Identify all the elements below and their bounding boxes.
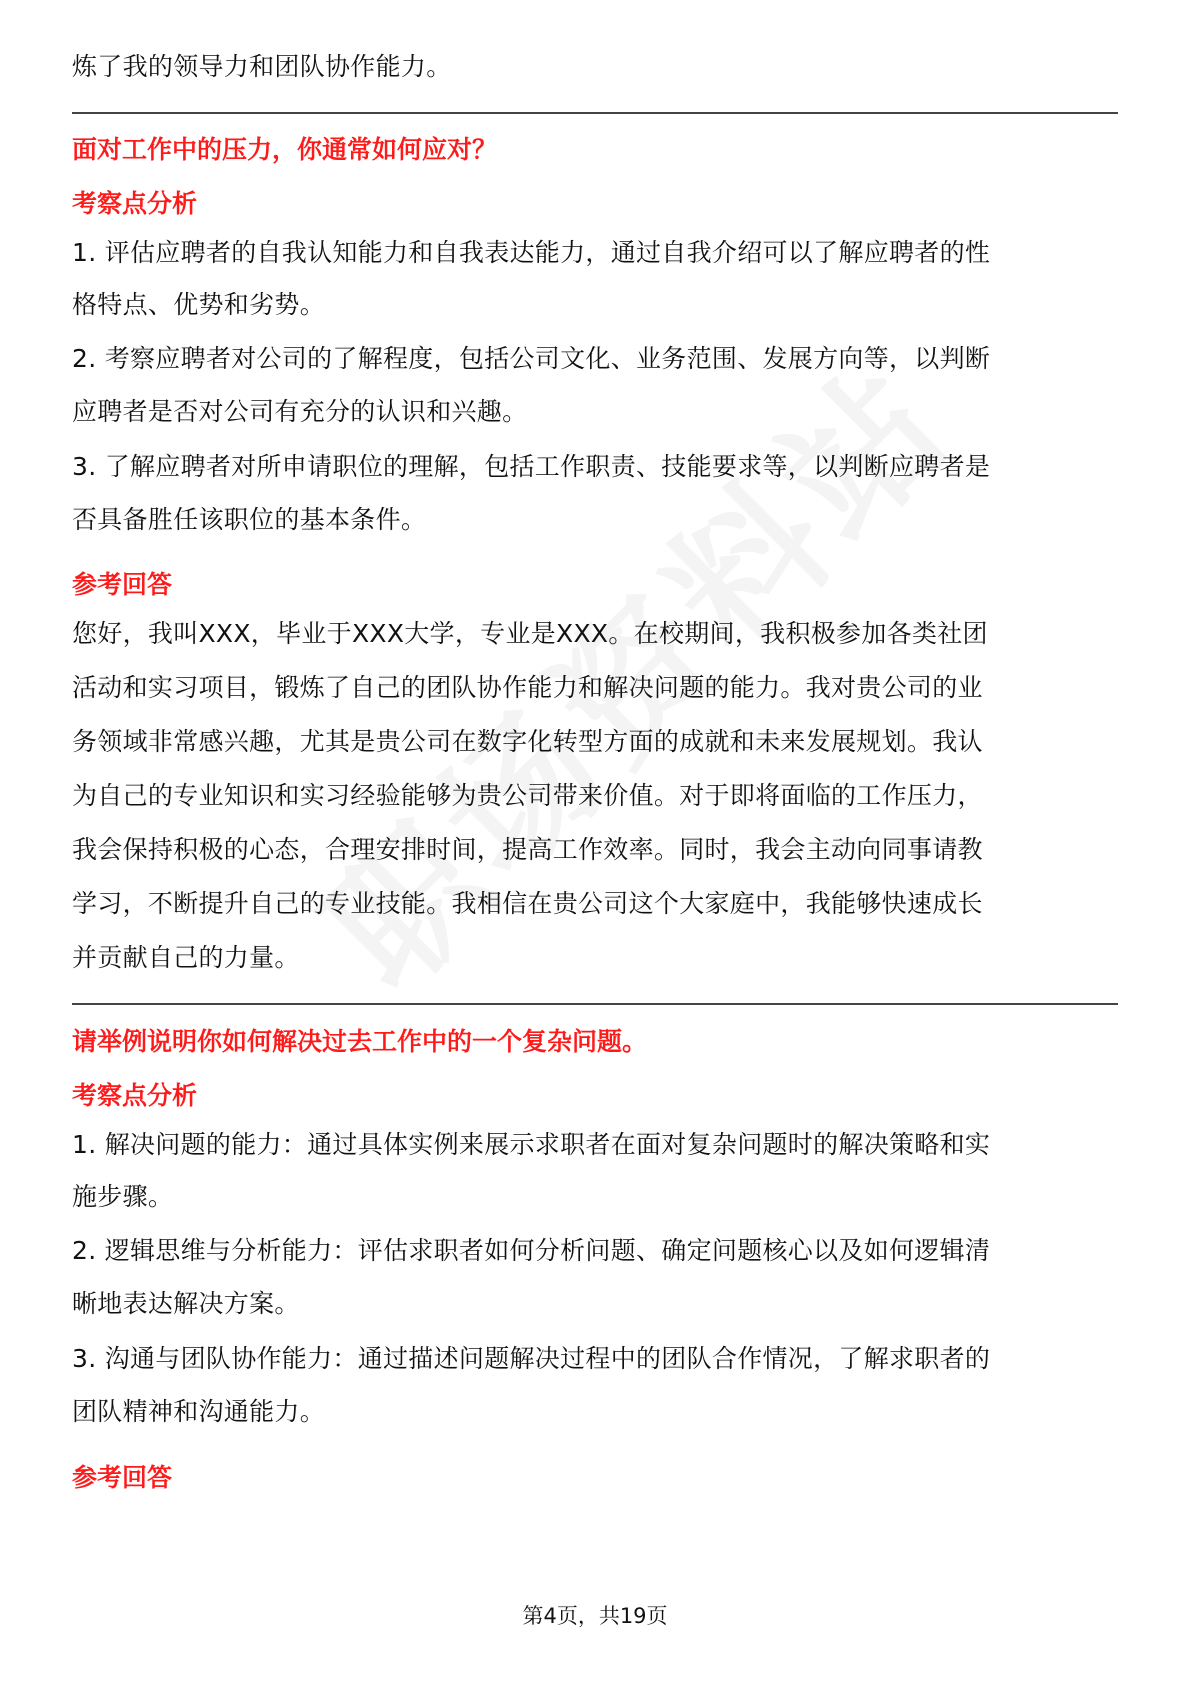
question-2-analysis-item-3-line-1: 3. 沟通与团队协作能力：通过描述问题解决过程中的团队合作情况，了解求职者的 xyxy=(72,1344,991,1373)
question-1-analysis-item-1-line-1: 1. 评估应聘者的自我认知能力和自我表达能力，通过自我介绍可以了解应聘者的性 xyxy=(72,238,991,267)
answer-1-line-5: 我会保持积极的心态，合理安排时间，提高工作效率。同时，我会主动向同事请教 xyxy=(72,835,983,864)
question-1-analysis-item-2-line-1: 2. 考察应聘者对公司的了解程度，包括公司文化、业务范围、发展方向等，以判断 xyxy=(72,344,991,373)
question-1-analysis-item-1-line-2: 格特点、优势和劣势。 xyxy=(72,290,326,319)
question-2-analysis-item-1-line-1: 1. 解决问题的能力：通过具体实例来展示求职者在面对复杂问题时的解决策略和实 xyxy=(72,1130,991,1159)
question-1-analysis-item-3-line-2: 否具备胜任该职位的基本条件。 xyxy=(72,505,427,534)
question-1-analysis-item-2-line-2: 应聘者是否对公司有充分的认识和兴趣。 xyxy=(72,397,528,426)
answer-1-line-2: 活动和实习项目，锻炼了自己的团队协作能力和解决问题的能力。我对贵公司的业 xyxy=(72,673,983,702)
question-2-analysis-item-1-line-2: 施步骤。 xyxy=(72,1182,174,1211)
answer-1-line-4: 为自己的专业知识和实习经验能够为贵公司带来价值。对于即将面临的工作压力， xyxy=(72,781,983,810)
question-2-analysis-item-2-line-2: 晰地表达解决方案。 xyxy=(72,1289,300,1318)
question-1-analysis-item-3-line-1: 3. 了解应聘者对所申请职位的理解，包括工作职责、技能要求等，以判断应聘者是 xyxy=(72,452,991,481)
question-2-analysis-item-2-line-1: 2. 逻辑思维与分析能力：评估求职者如何分析问题、确定问题核心以及如何逻辑清 xyxy=(72,1236,991,1265)
section-divider xyxy=(72,1003,1118,1005)
question-1-analysis-label: 考察点分析 xyxy=(72,189,198,218)
question-1-answer-label: 参考回答 xyxy=(72,570,173,599)
answer-1-line-1: 您好，我叫XXX，毕业于XXX大学，专业是XXX。在校期间，我积极参加各类社团 xyxy=(72,619,988,648)
answer-1-line-3: 务领域非常感兴趣，尤其是贵公司在数字化转型方面的成就和未来发展规划。我认 xyxy=(72,727,983,756)
section-divider xyxy=(72,112,1118,114)
question-2-answer-label: 参考回答 xyxy=(72,1463,173,1492)
question-2-analysis-item-3-line-2: 团队精神和沟通能力。 xyxy=(72,1397,326,1426)
question-1-title: 面对工作中的压力，你通常如何应对？ xyxy=(72,135,498,164)
answer-1-line-7: 并贡献自己的力量。 xyxy=(72,943,300,972)
page-footer: 第4页，共19页 xyxy=(522,1604,668,1628)
intro-line: 炼了我的领导力和团队协作能力。 xyxy=(72,52,452,81)
question-2-analysis-label: 考察点分析 xyxy=(72,1081,198,1110)
answer-1-line-6: 学习，不断提升自己的专业技能。我相信在贵公司这个大家庭中，我能够快速成长 xyxy=(72,889,983,918)
question-2-title: 请举例说明你如何解决过去工作中的一个复杂问题。 xyxy=(72,1027,648,1056)
